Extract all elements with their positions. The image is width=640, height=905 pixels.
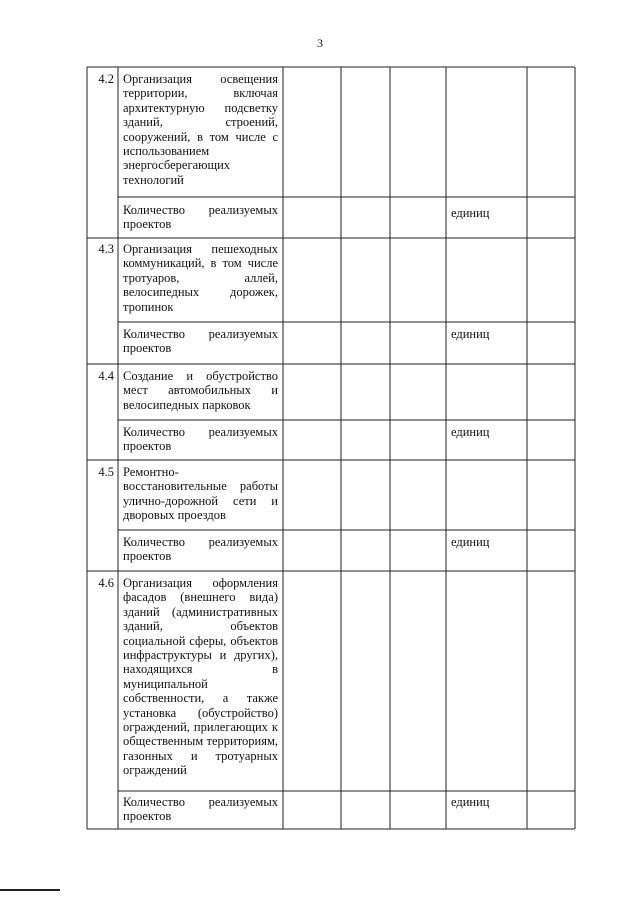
row-description: Ремонтно-восстановительные работы улично-дорожной сети и дворовых проездов	[123, 465, 282, 523]
unit-label: единиц	[451, 535, 490, 549]
row-description: Организация пешеходных коммуникаций, в том числе тротуаров, аллей, велосипедных дорожек, тропинок	[123, 242, 282, 314]
unit-label: единиц	[451, 327, 490, 341]
row-number: 4.6	[98, 576, 114, 590]
indicator-description: Количество реализуемых проектов	[123, 203, 282, 232]
row-description: Создание и обустройство мест автомобильных и велосипедных парковок	[123, 369, 282, 412]
row-number: 4.5	[98, 465, 114, 479]
page-number: 3	[317, 36, 323, 50]
unit-label: единиц	[451, 795, 490, 809]
indicator-description: Количество реализуемых проектов	[123, 535, 282, 564]
unit-label: единиц	[451, 425, 490, 439]
row-description: Организация освещения территории, включая архитектурную подсветку зданий, строений, сооружений, в том числе с использованием энергосберегающих технологий	[123, 72, 282, 187]
row-number: 4.3	[98, 242, 114, 256]
indicator-description: Количество реализуемых проектов	[123, 425, 282, 454]
footnote-rule	[0, 889, 60, 891]
indicator-description: Количество реализуемых проектов	[123, 795, 282, 824]
indicator-description: Количество реализуемых проектов	[123, 327, 282, 356]
row-number: 4.2	[98, 72, 114, 86]
unit-label: единиц	[451, 206, 490, 220]
row-description: Организация оформления фасадов (внешнего вида) зданий (административных зданий, объектов социальной сферы, объектов инфраструктуры и других), находящихся в муниципальной собственности, а также установка (обустройство) ограждений, прилегающих к общественным территориям, газонных и тротуарных ограждений	[123, 576, 282, 778]
row-number: 4.4	[98, 369, 114, 383]
